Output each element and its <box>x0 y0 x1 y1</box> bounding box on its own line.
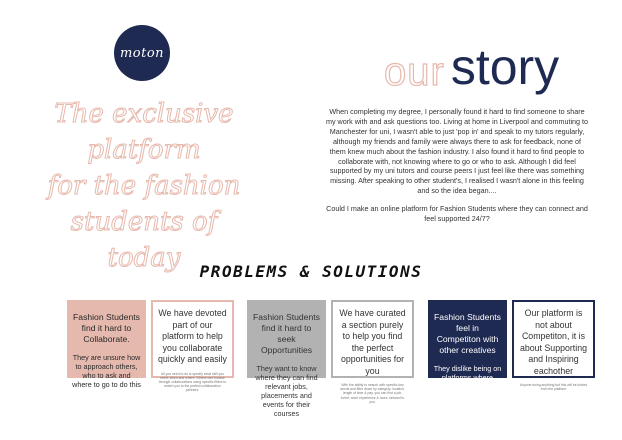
solution-card-competition <box>512 300 595 392</box>
section-heading: PROBLEMS & SOLUTIONS <box>199 262 423 281</box>
problem-title: Fashion Students find it hard to seek Opportunities <box>253 312 320 355</box>
tagline <box>44 96 244 276</box>
problem-card-opportunities <box>247 300 326 418</box>
logo: moton <box>114 25 170 81</box>
problem-title: Fashion Students feel in Competiton with other creatives <box>434 312 501 355</box>
tagline-line-2: for the fashion <box>47 171 241 201</box>
problem-body: They dislike being on platforms where there are more established creatives <box>433 364 502 400</box>
solution-card-collaborate <box>151 300 234 393</box>
story-paragraph-2: Could I make an online platform for Fashion Students where they can connect and feel supported 24/7? <box>326 204 588 224</box>
problem-body: They want to know where they can find relevant jobs, placements and events for their courses <box>255 364 318 418</box>
tagline-line-1: The exclusive platform <box>54 99 234 165</box>
solution-title: We have curated a section purely to help you find the perfect opportunities for you <box>339 308 406 376</box>
solution-fine-print: With the ability to search with specific key words and filter down by category, location, length of time & pay, you can find a job, event, work experience & more, tailored to you. <box>340 383 405 404</box>
story-title-story: story <box>450 39 560 95</box>
problem-card-collaborate <box>67 300 146 389</box>
story-title-our: our <box>384 50 445 94</box>
problem-body: They are unsure how to approach others, who to ask and where to go to do this <box>72 353 141 389</box>
solution-fine-print: Anyone doing anything but this will be kicked from the platform <box>519 383 588 392</box>
solution-fine-print: All you need to do is specify what skill you need, when and where. Others can browse through collaborations using specific filters to match you to the perfect collaboration partners. <box>158 371 227 393</box>
solution-title: We have devoted part of our platform to help you collaborate quickly and easily <box>158 308 227 364</box>
tagline-line-3: students of today <box>70 207 218 273</box>
problem-card-competition <box>428 300 507 400</box>
solution-card-opportunities <box>331 300 414 404</box>
solution-title: Our platform is not about Competiton, it is about Supporting and Inspiring eachother <box>519 308 587 376</box>
story-body <box>324 107 590 232</box>
problem-title: Fashion Students find it hard to Collaborate. <box>73 312 140 344</box>
story-paragraph-1: When completing my degree, I personally found it hard to find someone to share my work with and ask questions too. Living at home in Liverpool and commuting to Manchester for uni, I wasn't able to just 'pop in' and speak to my tutors regularly, although my friends and family were always there to ask for feedback, none of them knew much about the fashion industry. I also found it hard to find people to collaborate with, not knowing where to go or who to ask. Although I did feel supported by my uni tutors and course peers I just feel like there was something missing. After speaking to other student's, I realised I wasn't alone in this feeling and so the idea began.... <box>325 107 589 196</box>
story-title <box>384 32 560 95</box>
